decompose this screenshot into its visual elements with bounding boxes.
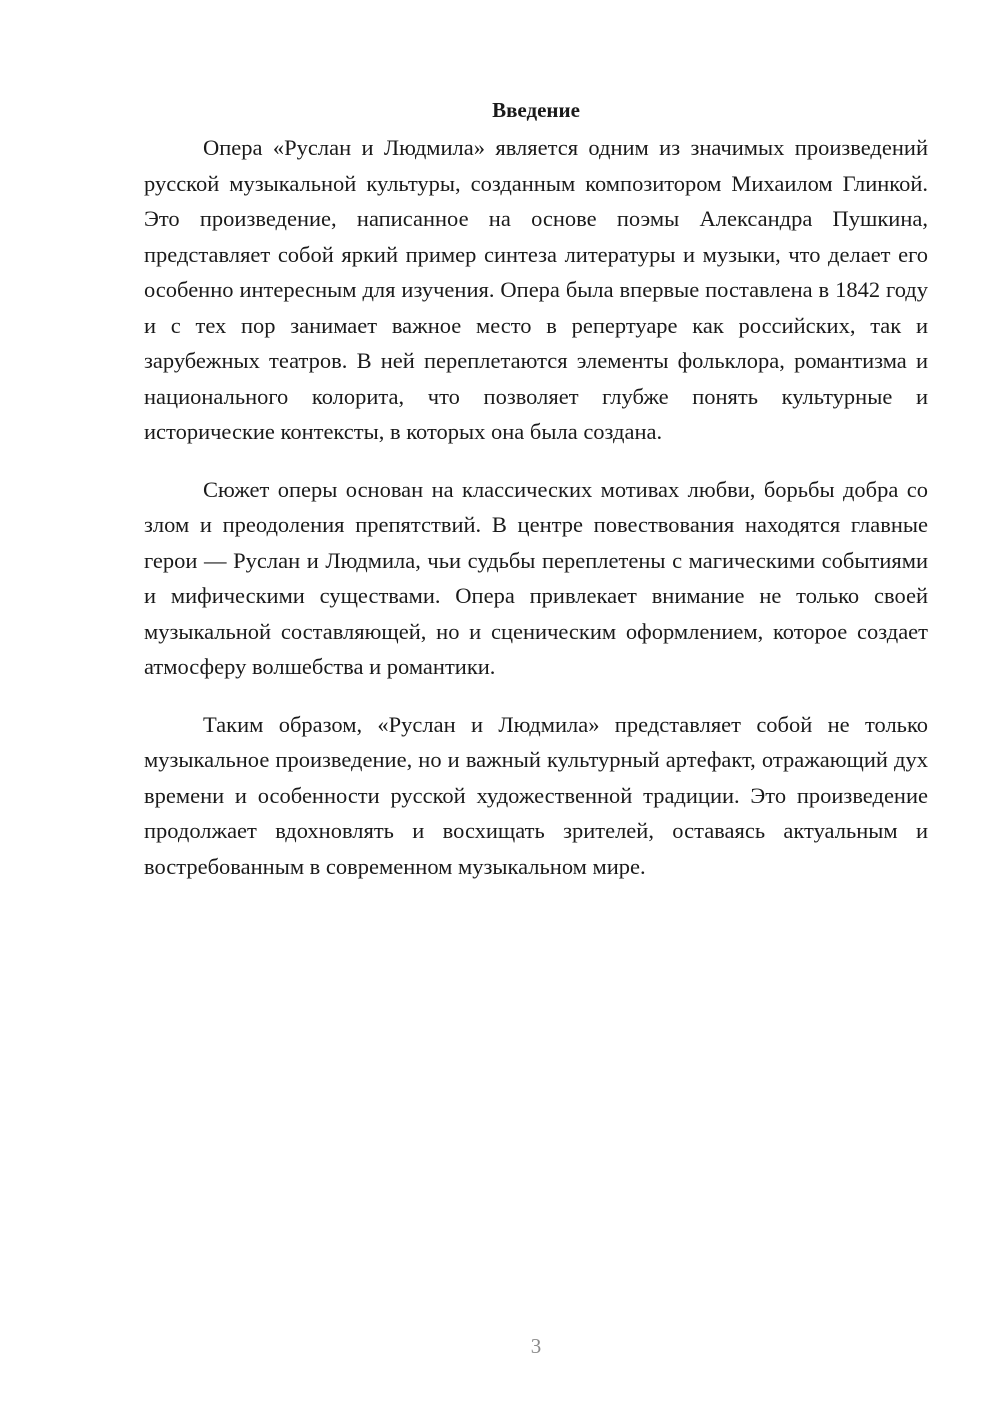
- page-number: 3: [530, 1334, 542, 1358]
- paragraph-plot: Сюжет оперы основан на классических мотивах любви, борьбы добра со злом и преодоления препятствий. В центре повествования находятся главные герои — Руслан и Людмила, чьи судьбы переплетены с магическими событиями и мифическими существами. Опера привлекает внимание не только своей музыкальной составляющей, но и сценическим оформлением, которое создает атмосферу волшебства и романтики.: [144, 476, 928, 679]
- paragraph-conclusion: Таким образом, «Руслан и Людмила» представляет собой не только музыкальное произведение, но и важный культурный артефакт, отражающий дух времени и особенности русской художественной традиции. Это произведение продолжает вдохновлять и восхищать зрителей, оставаясь актуальным и востребованным в современном музыкальном мире.: [144, 711, 928, 879]
- page-content: [144, 92, 928, 906]
- section-heading: Введение: [492, 98, 580, 122]
- paragraph-intro: Опера «Руслан и Людмила» является одним из значимых произведений русской музыкальной культуры, созданным композитором Михаилом Глинкой. Это произведение, написанное на основе поэмы Александра Пушкина, представляет собой яркий пример синтеза литературы и музыки, что делает его особенно интересным для изучения. Опера была впервые поставлена в 1842 году и с тех пор занимает важное место в репертуаре как российских, так и зарубежных театров. В ней переплетаются элементы фольклора, романтизма и национального колорита, что позволяет глубже понять культурные и исторические контексты, в которых она была создана.: [144, 135, 928, 444]
